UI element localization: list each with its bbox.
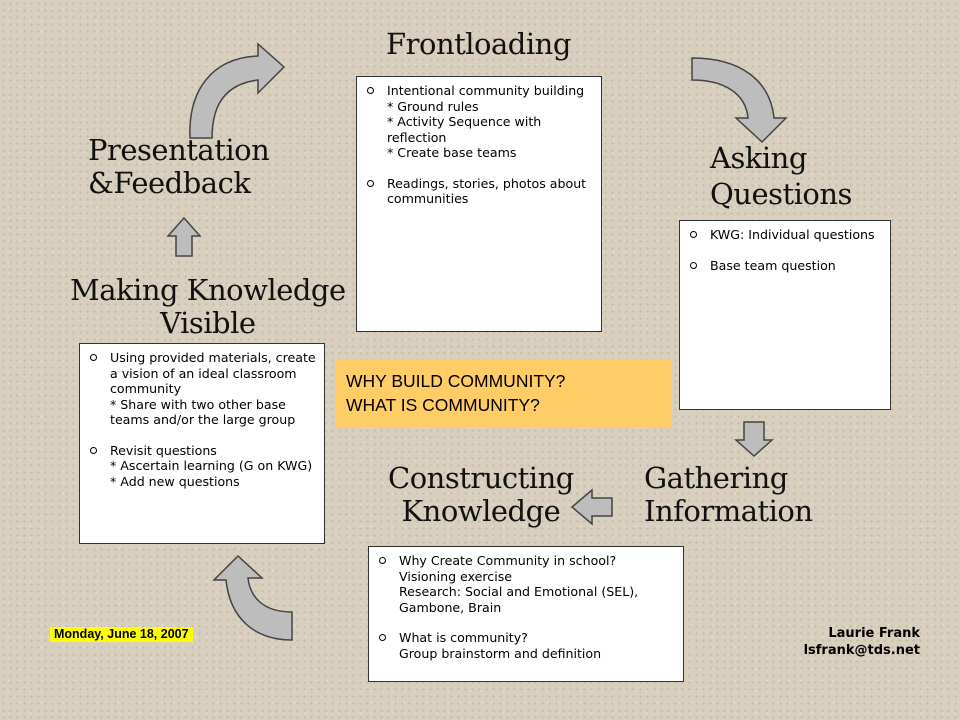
sub-item-text: * Share with two other base teams and/or the large group	[110, 396, 296, 427]
callout-line1: WHY BUILD COMMUNITY?	[346, 371, 566, 391]
bullet-text: KWG: Individual questions	[710, 227, 875, 242]
sub-item-text: * Activity Sequence with reflection	[387, 114, 542, 145]
bullet-text: Using provided materials, create a vision of an ideal classroom community	[110, 350, 316, 396]
heading-constructing-line1: Constructing	[388, 461, 574, 495]
center-callout	[336, 360, 672, 428]
up-arrow-icon	[168, 218, 200, 256]
heading-making-line1: Making Knowledge	[70, 273, 346, 307]
heading-presentation-line2: &Feedback	[88, 166, 251, 200]
list-item	[365, 176, 593, 207]
author-block	[804, 625, 920, 659]
heading-making-line2: Visible	[160, 306, 256, 340]
sub-item-text: * Create base teams	[387, 145, 517, 160]
bullet-text: Base team question	[710, 257, 836, 273]
sub-item-text: * Ground rules	[387, 98, 479, 114]
heading-making-knowledge-visible	[70, 274, 346, 340]
sub-item-text: * Ascertain learning (G on KWG)	[110, 458, 313, 473]
list-item	[88, 350, 316, 428]
sub-item-text: Visioning exercise	[399, 568, 513, 584]
heading-presentation-line1: Presentation	[88, 133, 270, 167]
list-item	[377, 553, 675, 615]
date-label: Monday, June 18, 2007	[50, 627, 193, 642]
author-name: Laurie Frank	[828, 626, 920, 641]
sub-item-text: Research: Social and Emotional (SEL), Gambone, Brain	[399, 584, 639, 615]
heading-gathering-information	[644, 462, 813, 528]
bullet-text: Why Create Community in school?	[399, 553, 617, 568]
callout-line2: WHAT IS COMMUNITY?	[346, 395, 540, 415]
list-item	[88, 443, 316, 490]
box-making-knowledge-visible	[79, 343, 325, 544]
heading-gathering-line1: Gathering	[644, 461, 788, 495]
heading-frontloading	[386, 28, 571, 61]
heading-gathering-line2: Information	[644, 494, 813, 528]
box-frontloading	[356, 76, 602, 332]
left-arrow-icon	[572, 490, 612, 524]
list-item	[377, 630, 675, 661]
heading-asking-line1: Asking	[710, 141, 807, 175]
curved-arrow-icon-top-left	[190, 44, 284, 138]
list-item	[688, 258, 882, 274]
bullet-text: Intentional community building	[387, 83, 585, 98]
sub-item-text: Group brainstorm and definition	[399, 645, 602, 661]
heading-constructing-line2: Knowledge	[401, 494, 561, 528]
list-item	[688, 227, 882, 243]
bullet-text: Readings, stories, photos about communities	[387, 175, 587, 206]
author-email: lsfrank@tds.net	[803, 643, 920, 658]
heading-asking-line2: Questions	[710, 177, 852, 211]
heading-asking-questions	[710, 140, 852, 212]
down-arrow-icon	[736, 422, 772, 456]
list-item	[365, 83, 593, 161]
bullet-text: What is community?	[399, 630, 528, 645]
bullet-text: Revisit questions	[110, 442, 217, 458]
curved-arrow-icon-bottom	[214, 556, 292, 640]
box-constructing-knowledge	[368, 546, 684, 682]
heading-constructing-knowledge	[388, 462, 574, 528]
sub-item-text: * Add new questions	[110, 473, 240, 489]
curved-arrow-icon-top-right	[692, 58, 786, 142]
box-asking-questions	[679, 220, 891, 410]
heading-presentation-feedback	[88, 134, 269, 200]
heading-frontloading-text: Frontloading	[386, 27, 571, 61]
